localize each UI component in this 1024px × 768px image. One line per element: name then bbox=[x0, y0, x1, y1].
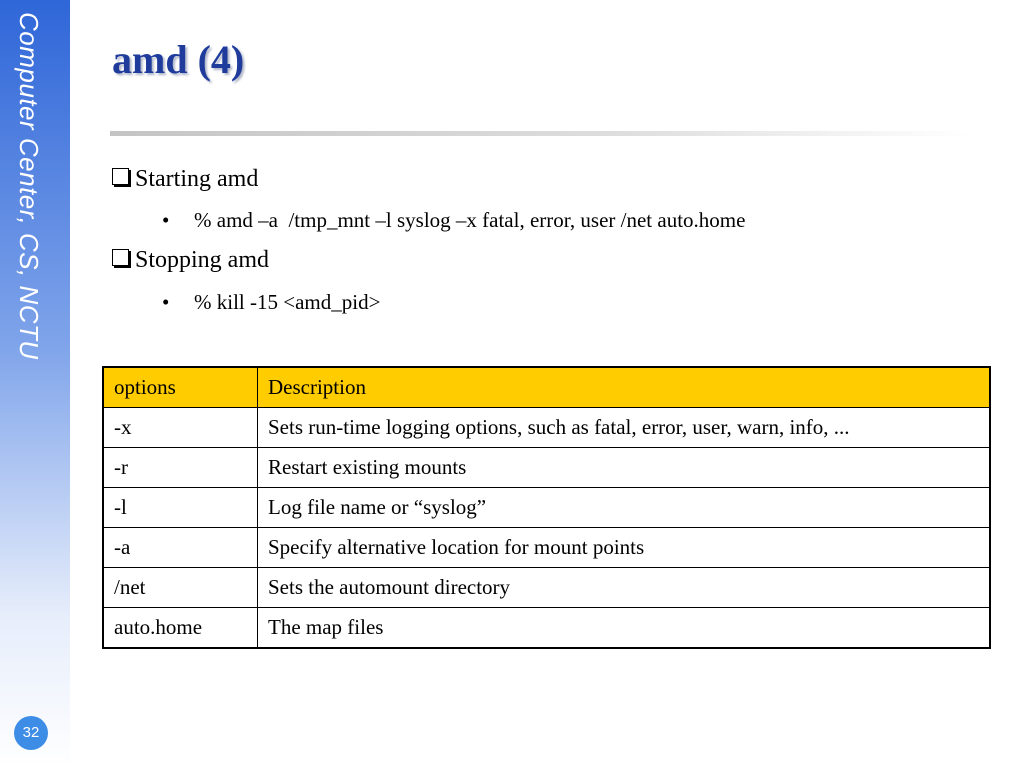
option-cell: -l bbox=[103, 488, 258, 528]
bullet-dot-icon: • bbox=[162, 290, 170, 314]
options-table bbox=[102, 366, 991, 649]
checkbox-bullet-icon bbox=[112, 168, 129, 185]
table-header-row bbox=[103, 367, 990, 408]
description-cell: Sets the automount directory bbox=[258, 568, 991, 608]
description-cell: Specify alternative location for mount points bbox=[258, 528, 991, 568]
option-cell: -x bbox=[103, 408, 258, 448]
table-row bbox=[103, 408, 990, 448]
header-options: options bbox=[103, 367, 258, 408]
table-row bbox=[103, 608, 990, 649]
section-stopping-command: • % kill -15 <amd_pid> bbox=[162, 290, 381, 314]
title-divider bbox=[110, 131, 970, 136]
option-cell: -r bbox=[103, 448, 258, 488]
section-starting-heading: Starting amd bbox=[112, 166, 258, 193]
header-description: Description bbox=[258, 367, 991, 408]
bullet-dot-icon: • bbox=[162, 208, 170, 232]
description-cell: The map files bbox=[258, 608, 991, 649]
sidebar-band bbox=[0, 0, 70, 768]
section-starting-command: • % amd –a /tmp_mnt –l syslog –x fatal, error, user /net auto.home bbox=[162, 208, 746, 232]
page-number-badge: 32 bbox=[14, 716, 48, 750]
option-cell: /net bbox=[103, 568, 258, 608]
option-cell: -a bbox=[103, 528, 258, 568]
description-cell: Restart existing mounts bbox=[258, 448, 991, 488]
sidebar-label: Computer Center, CS, NCTU bbox=[14, 12, 44, 360]
description-cell: Log file name or “syslog” bbox=[258, 488, 991, 528]
option-cell: auto.home bbox=[103, 608, 258, 649]
table-row bbox=[103, 568, 990, 608]
slide-title: amd (4) bbox=[112, 37, 245, 82]
description-cell: Sets run-time logging options, such as fatal, error, user, warn, info, ... bbox=[258, 408, 991, 448]
table-row bbox=[103, 528, 990, 568]
table-row bbox=[103, 448, 990, 488]
table-row bbox=[103, 488, 990, 528]
section-stopping-heading: Stopping amd bbox=[112, 247, 269, 274]
checkbox-bullet-icon bbox=[112, 249, 129, 266]
